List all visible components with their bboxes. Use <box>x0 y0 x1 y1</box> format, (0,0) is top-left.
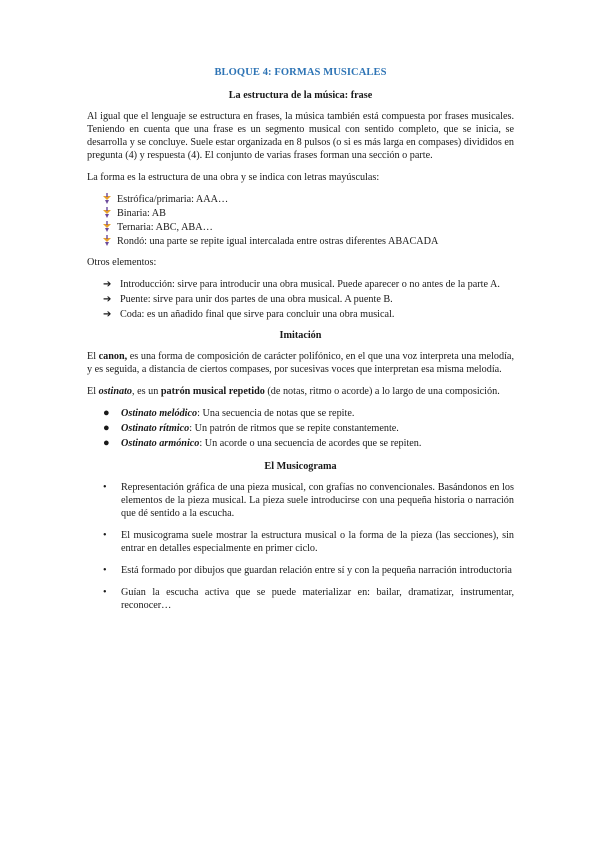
ostinato-type-desc: : Una secuencia de notas que se repite. <box>197 408 355 419</box>
ostinato-type-term: Ostinato melódico <box>121 408 198 419</box>
list-item <box>87 407 514 420</box>
list-item-text: Guían la escucha activa que se puede materializar en: bailar, dramatizar, instrumentar, reconocer… <box>121 587 514 611</box>
pushpin-bullet-icon <box>102 207 112 219</box>
paragraph-otros-elementos: Otros elementos: <box>87 257 157 268</box>
paragraph-forma: La forma es la estructura de una obra y se indica con letras mayúsculas: <box>87 172 380 183</box>
list-item <box>87 293 514 306</box>
list-item <box>87 422 514 435</box>
bullet-dot-icon: ● <box>103 437 110 449</box>
list-item <box>87 529 514 555</box>
paragraph-frase-intro: Al igual que el lenguaje se estructura en frases, la música también está compuesta por frases musicales. Teniendo en cuenta que una frase es un segmento musical con sentido completo, que se inicia, se desarrolla y se concluye. Suele estar organizada en 8 pulsos (o si es más larga en compases) divididos en pregunta (4) y respuesta (4). El conjunto de varias frases forman una sección o parte. <box>87 111 514 161</box>
list-item-text: Introducción: sirve para introducir una obra musical. Puede aparecer o no antes de la parte A. <box>120 279 500 290</box>
list-item <box>87 193 514 206</box>
ostinato-types-list <box>87 407 514 450</box>
list-item <box>87 586 514 612</box>
bullet-dot-icon: ● <box>103 407 110 419</box>
list-item-text: Coda: es un añadido final que sirve para concluir una obra musical. <box>120 309 395 320</box>
list-item <box>87 564 514 577</box>
section-heading-frase: La estructura de la música: frase <box>228 90 373 101</box>
text-run: , es un <box>132 386 161 397</box>
bullet-dot-icon: • <box>103 587 107 598</box>
list-item-text: Representación gráfica de una pieza musical, con grafías no convencionales. Basándonos en los elementos de la pieza musical. La pieza suele introducirse con una pequeña historia o narración que dé sentido a la escucha. <box>121 482 514 519</box>
other-elements-list <box>87 278 514 321</box>
forms-list <box>87 193 514 248</box>
ostinato-type-term: Ostinato armónico <box>121 438 200 449</box>
text-run: El <box>87 386 99 397</box>
list-item <box>87 207 514 220</box>
list-item <box>87 437 514 450</box>
document-content <box>87 66 514 621</box>
pushpin-bullet-icon <box>102 235 112 247</box>
ostinato-type-desc: : Un patrón de ritmos que se repite constantemente. <box>189 423 399 434</box>
right-arrow-icon: ➔ <box>103 309 112 320</box>
bullet-dot-icon: • <box>103 565 107 576</box>
pushpin-bullet-icon <box>102 221 112 233</box>
list-item-text: Puente: sirve para unir dos partes de una obra musical. A puente B. <box>120 294 393 305</box>
list-item-text: Rondó: una parte se repite igual intercalada entre ostras diferentes ABACADA <box>117 236 439 247</box>
list-item-text: Ternaria: ABC, ABA… <box>117 222 213 233</box>
ostinato-type-desc: : Un acorde o una secuencia de acordes que se repiten. <box>199 438 422 449</box>
list-item <box>87 278 514 291</box>
list-item <box>87 221 514 234</box>
right-arrow-icon: ➔ <box>103 294 112 305</box>
ostinato-definition-bold: patrón musical repetido <box>160 386 265 397</box>
list-item-text: Está formado por dibujos que guardan relación entre sí y con la pequeña narración introductoria <box>121 565 512 576</box>
list-item-text: Binaria: AB <box>117 208 166 219</box>
list-item-text: Estrófica/primaria: AAA… <box>117 194 229 205</box>
bullet-dot-icon: • <box>103 482 107 493</box>
pushpin-bullet-icon <box>102 193 112 205</box>
paragraph-canon <box>87 350 514 376</box>
text-run: El <box>87 351 99 362</box>
list-item <box>87 308 514 321</box>
paragraph-ostinato <box>87 385 514 398</box>
text-run: (de notas, ritmo o acorde) a lo largo de una composición. <box>264 386 500 397</box>
list-item <box>87 481 514 520</box>
bullet-dot-icon: ● <box>103 422 110 434</box>
ostinato-type-term: Ostinato rítmico <box>121 423 190 434</box>
bullet-dot-icon: • <box>103 530 107 541</box>
ostinato-term: ostinato <box>98 386 133 397</box>
musicograma-list <box>87 481 514 612</box>
section-heading-musicograma: El Musicograma <box>264 461 337 472</box>
list-item <box>87 235 514 248</box>
document-title: BLOQUE 4: FORMAS MUSICALES <box>214 67 387 78</box>
text-run: es una forma de composición de carácter polifónico, en el que una voz interpreta una melodía, y es seguida, a distancia de ciertos compases, por sucesivas voces que interpretan esa misma melodía. <box>87 351 514 375</box>
list-item-text: El musicograma suele mostrar la estructura musical o la forma de la pieza (las secciones), sin entrar en detalles especialmente en primer ciclo. <box>121 530 514 554</box>
canon-term: canon, <box>98 351 128 362</box>
section-heading-imitacion: Imitación <box>279 330 322 341</box>
right-arrow-icon: ➔ <box>103 279 112 290</box>
